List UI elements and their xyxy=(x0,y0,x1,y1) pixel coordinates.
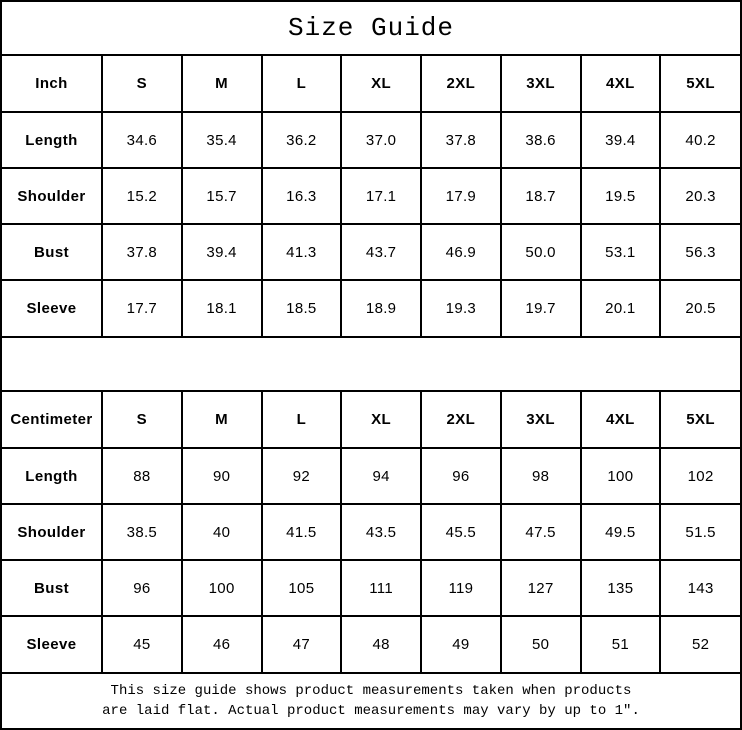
unit-header-cell: Centimeter xyxy=(2,392,102,448)
measure-label-cell: Length xyxy=(2,448,102,504)
measurement-value-cell: 50 xyxy=(501,616,581,672)
measurement-value-cell: 96 xyxy=(421,448,501,504)
measurement-value-cell: 45.5 xyxy=(421,504,501,560)
measurement-value-cell: 47.5 xyxy=(501,504,581,560)
measurement-row xyxy=(2,112,740,168)
measurement-value-cell: 19.5 xyxy=(581,168,661,224)
measurement-value-cell: 46.9 xyxy=(421,224,501,280)
size-header-cell: L xyxy=(262,392,342,448)
measurement-value-cell: 102 xyxy=(660,448,740,504)
measurement-value-cell: 90 xyxy=(182,448,262,504)
size-header-cell: M xyxy=(182,392,262,448)
footer-note-line2: are laid flat. Actual product measurements may vary by up to 1″. xyxy=(102,703,640,719)
measurement-value-cell: 46 xyxy=(182,616,262,672)
measurement-row xyxy=(2,448,740,504)
measurement-value-cell: 88 xyxy=(102,448,182,504)
measurement-value-cell: 100 xyxy=(581,448,661,504)
unit-header-cell: Inch xyxy=(2,56,102,112)
measurement-value-cell: 51 xyxy=(581,616,661,672)
measurement-value-cell: 35.4 xyxy=(182,112,262,168)
measurement-value-cell: 40 xyxy=(182,504,262,560)
measurement-value-cell: 56.3 xyxy=(660,224,740,280)
measurement-value-cell: 45 xyxy=(102,616,182,672)
measurement-value-cell: 51.5 xyxy=(660,504,740,560)
size-header-cell: 3XL xyxy=(501,392,581,448)
measurement-value-cell: 135 xyxy=(581,560,661,616)
size-header-cell: L xyxy=(262,56,342,112)
measure-label-cell: Shoulder xyxy=(2,168,102,224)
measurement-value-cell: 47 xyxy=(262,616,342,672)
measurement-value-cell: 34.6 xyxy=(102,112,182,168)
measure-label-cell: Sleeve xyxy=(2,616,102,672)
measure-label-cell: Bust xyxy=(2,224,102,280)
measure-label-cell: Sleeve xyxy=(2,280,102,336)
size-header-cell: 2XL xyxy=(421,392,501,448)
measurement-value-cell: 18.5 xyxy=(262,280,342,336)
size-header-cell: 5XL xyxy=(660,392,740,448)
measurement-value-cell: 98 xyxy=(501,448,581,504)
size-header-row xyxy=(2,56,740,112)
measurement-value-cell: 17.7 xyxy=(102,280,182,336)
measurement-value-cell: 53.1 xyxy=(581,224,661,280)
measurement-value-cell: 143 xyxy=(660,560,740,616)
measurement-value-cell: 37.0 xyxy=(341,112,421,168)
measurement-value-cell: 20.1 xyxy=(581,280,661,336)
size-header-cell: XL xyxy=(341,56,421,112)
measurement-value-cell: 52 xyxy=(660,616,740,672)
measurement-value-cell: 17.9 xyxy=(421,168,501,224)
measurement-value-cell: 18.9 xyxy=(341,280,421,336)
measurement-value-cell: 41.5 xyxy=(262,504,342,560)
inch-size-table xyxy=(2,56,740,336)
measurement-value-cell: 36.2 xyxy=(262,112,342,168)
size-header-cell: 3XL xyxy=(501,56,581,112)
measurement-value-cell: 49.5 xyxy=(581,504,661,560)
measurement-value-cell: 19.3 xyxy=(421,280,501,336)
size-header-row xyxy=(2,392,740,448)
measurement-value-cell: 37.8 xyxy=(421,112,501,168)
measure-label-cell: Shoulder xyxy=(2,504,102,560)
size-header-cell: XL xyxy=(341,392,421,448)
footer-note-line1: This size guide shows product measurements taken when products xyxy=(110,683,632,699)
measurement-value-cell: 38.6 xyxy=(501,112,581,168)
size-header-cell: S xyxy=(102,392,182,448)
measurement-value-cell: 19.7 xyxy=(501,280,581,336)
measurement-value-cell: 16.3 xyxy=(262,168,342,224)
measurement-value-cell: 37.8 xyxy=(102,224,182,280)
size-header-cell: 4XL xyxy=(581,56,661,112)
measurement-value-cell: 41.3 xyxy=(262,224,342,280)
measurement-value-cell: 119 xyxy=(421,560,501,616)
measurement-row xyxy=(2,560,740,616)
measurement-value-cell: 111 xyxy=(341,560,421,616)
measure-label-cell: Length xyxy=(2,112,102,168)
measurement-value-cell: 92 xyxy=(262,448,342,504)
centimeter-size-table xyxy=(2,392,740,672)
measurement-row xyxy=(2,224,740,280)
measurement-value-cell: 39.4 xyxy=(581,112,661,168)
measure-label-cell: Bust xyxy=(2,560,102,616)
size-header-cell: 4XL xyxy=(581,392,661,448)
measurement-row xyxy=(2,168,740,224)
measurement-row xyxy=(2,504,740,560)
measurement-value-cell: 20.3 xyxy=(660,168,740,224)
table-spacer xyxy=(2,336,740,392)
size-header-cell: M xyxy=(182,56,262,112)
footer-note xyxy=(2,672,740,728)
size-header-cell: S xyxy=(102,56,182,112)
measurement-value-cell: 43.7 xyxy=(341,224,421,280)
measurement-value-cell: 40.2 xyxy=(660,112,740,168)
measurement-value-cell: 94 xyxy=(341,448,421,504)
size-header-cell: 2XL xyxy=(421,56,501,112)
measurement-value-cell: 127 xyxy=(501,560,581,616)
page-title: Size Guide xyxy=(2,2,740,56)
measurement-value-cell: 100 xyxy=(182,560,262,616)
measurement-row xyxy=(2,616,740,672)
measurement-value-cell: 15.7 xyxy=(182,168,262,224)
measurement-value-cell: 38.5 xyxy=(102,504,182,560)
measurement-value-cell: 105 xyxy=(262,560,342,616)
measurement-value-cell: 18.1 xyxy=(182,280,262,336)
measurement-value-cell: 18.7 xyxy=(501,168,581,224)
measurement-value-cell: 39.4 xyxy=(182,224,262,280)
measurement-value-cell: 20.5 xyxy=(660,280,740,336)
measurement-value-cell: 49 xyxy=(421,616,501,672)
measurement-value-cell: 96 xyxy=(102,560,182,616)
measurement-value-cell: 15.2 xyxy=(102,168,182,224)
measurement-value-cell: 50.0 xyxy=(501,224,581,280)
measurement-value-cell: 48 xyxy=(341,616,421,672)
measurement-value-cell: 43.5 xyxy=(341,504,421,560)
measurement-value-cell: 17.1 xyxy=(341,168,421,224)
measurement-row xyxy=(2,280,740,336)
size-header-cell: 5XL xyxy=(660,56,740,112)
